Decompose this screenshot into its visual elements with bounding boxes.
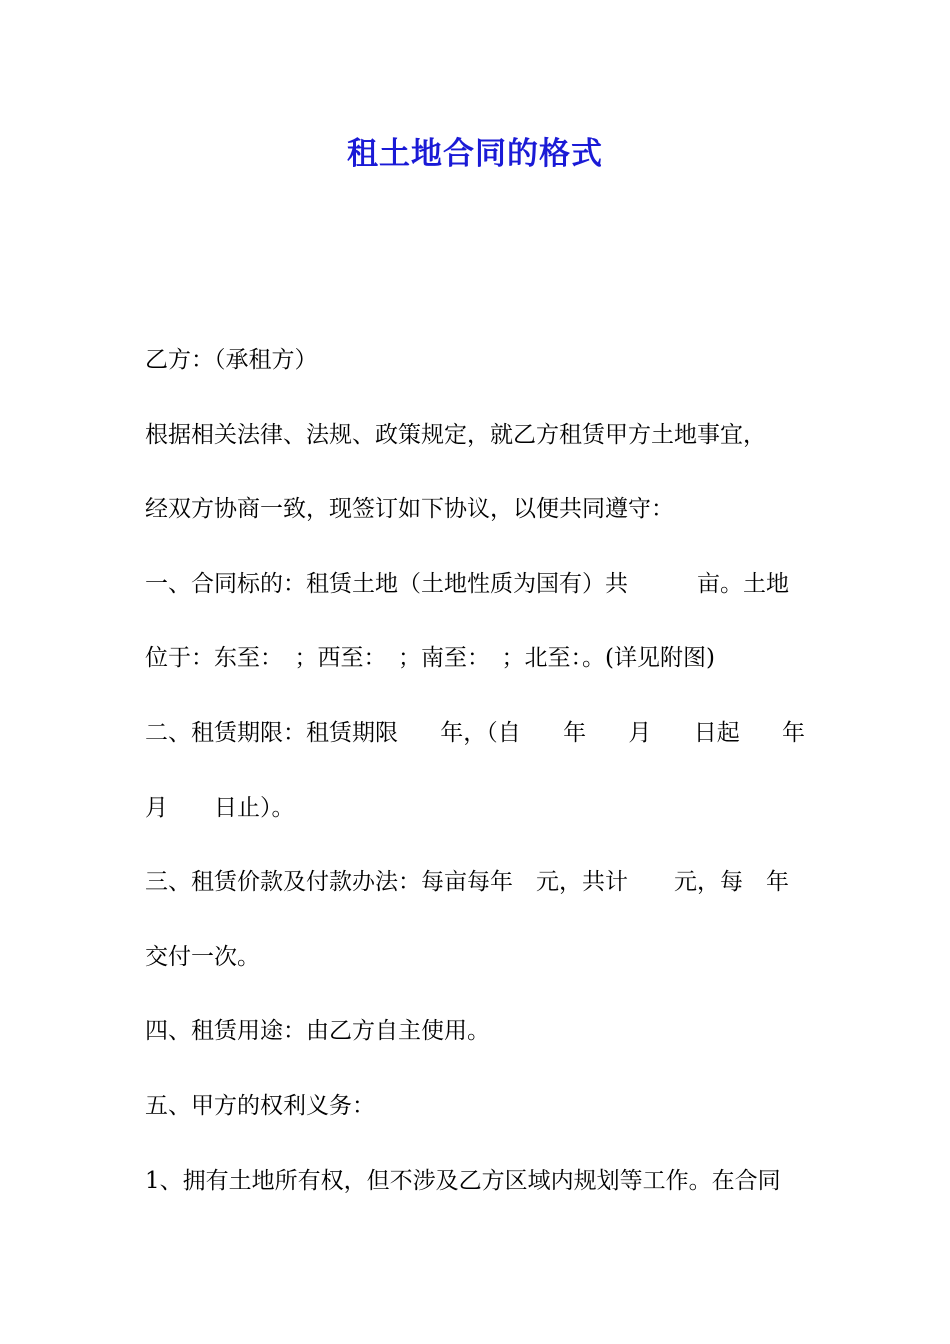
paragraph-line-12: 1、拥有土地所有权，但不涉及乙方区域内规划等工作。在合同 [145, 1167, 781, 1194]
paragraph-line-2: 根据相关法律、法规、政策规定，就乙方租赁甲方土地事宜， [145, 421, 766, 448]
paragraph-line-3: 经双方协商一致，现签订如下协议，以便共同遵守： [145, 496, 674, 523]
line6-part-6: 年 [781, 719, 805, 746]
paragraph-line-8: 三、租赁价款及付款办法：每亩每年 元，共计 元，每 年 [145, 869, 789, 896]
line6-part-4: 月 [628, 719, 652, 746]
paragraph-line-9: 交付一次。 [145, 943, 260, 970]
paragraph-line-11: 五、甲方的权利义务： [145, 1092, 375, 1119]
document-title: 租土地合同的格式 [347, 136, 603, 172]
paragraph-line-4: 一、合同标的：租赁土地（土地性质为国有）共 亩。土地 [145, 570, 789, 597]
line6-part-1: 二、租赁期限：租赁期限 [145, 719, 398, 746]
paragraph-line-7: 月 日止）。 [145, 794, 295, 821]
document-body [145, 340, 805, 1235]
line6-part-2: 年，（自 [440, 719, 521, 746]
paragraph-line-1: 乙方：（承租方） [145, 347, 318, 373]
paragraph-line-5: 位于：东至： ；西至： ；南至： ；北至：。(详见附图) [145, 645, 715, 672]
line6-part-3: 年 [563, 719, 587, 746]
paragraph-line-6 [145, 713, 805, 788]
paragraph-line-10: 四、租赁用途：由乙方自主使用。 [145, 1018, 490, 1045]
line6-part-5: 日起 [693, 719, 740, 746]
